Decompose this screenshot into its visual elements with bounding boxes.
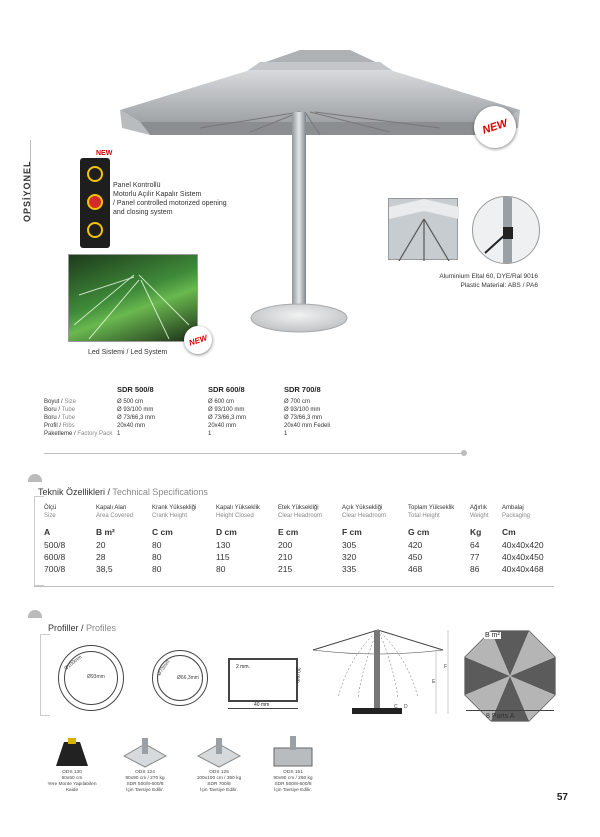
model-value: Ø 73/66,3 mm	[117, 415, 156, 421]
model-value: 1	[208, 431, 212, 437]
table-cell: 80	[152, 540, 162, 550]
new-badge-text: NEW	[187, 332, 209, 348]
tube-profile-outer	[58, 645, 124, 711]
unit-cell: F cm	[342, 527, 362, 537]
dim-label: 2 mm.	[236, 664, 250, 670]
unit-cell: D cm	[216, 527, 237, 537]
table-cell: 450	[408, 552, 423, 562]
octagon-top-view	[464, 630, 556, 722]
base-caption-ods125: ODS 125 100x100 cm / 350 kg SDR 700/8 İçin Tavsiye Edilir.	[196, 770, 242, 793]
tech-header-cell: Etek Yüksekliği Clear Headroom	[278, 505, 323, 519]
divider-dot	[461, 450, 467, 456]
label-tr: Boru /	[44, 415, 62, 421]
panel-line: Panel Kontrollü	[113, 182, 161, 189]
label-en: Tube	[61, 407, 76, 413]
model-name: SDR 700/8	[284, 385, 321, 394]
octagon-width-line	[466, 710, 554, 711]
model-value: 20x40 mm Fedeli	[284, 423, 331, 429]
label-en: Size	[64, 399, 77, 405]
label-tr: Boru /	[44, 407, 62, 413]
tech-header-cell: Kapalı Alan Area Covered	[96, 505, 134, 519]
table-cell: 420	[408, 540, 423, 550]
section-divider	[34, 586, 554, 587]
panel-line: and closing system	[113, 209, 173, 216]
table-cell: 38,5	[96, 564, 113, 574]
title-en: Profiles	[86, 623, 117, 633]
led-caption: Led Sistemi / Led System	[88, 349, 168, 356]
dim-label: Ø100mm	[63, 654, 84, 672]
canopy-detail-photo	[388, 198, 458, 260]
table-cell: 80	[152, 552, 162, 562]
tech-unit-row	[44, 520, 562, 539]
label-tr: Boyut /	[44, 399, 65, 405]
table-cell: 77	[470, 552, 480, 562]
tech-header-cell: Ağırlık Weight	[470, 505, 489, 519]
led-system-photo	[68, 254, 198, 342]
tech-specs-title	[38, 487, 208, 497]
table-cell: 20	[96, 540, 106, 550]
model-value: Ø 93/100 mm	[284, 407, 321, 413]
table-row	[44, 551, 562, 563]
unit-cell: E cm	[278, 527, 299, 537]
unit-cell: A	[44, 527, 51, 537]
table-cell: 64	[470, 540, 480, 550]
base-ods125-image	[194, 734, 244, 768]
unit-cell: C cm	[152, 527, 173, 537]
model-column-sdr500	[117, 382, 155, 438]
model-name: SDR 600/8	[208, 385, 245, 394]
title-tr: Teknik Özellikleri /	[38, 487, 113, 497]
model-value: 1	[284, 431, 288, 437]
label-tr: Profil /	[44, 423, 63, 429]
tech-header-cell: Kapalı Yükseklik Height Closed	[216, 505, 260, 519]
side-label-optional: OPSİYONEL	[22, 160, 32, 222]
model-row-labels	[44, 398, 112, 438]
tech-header-row	[44, 504, 562, 520]
dim-label: Ø73mm	[156, 658, 172, 678]
title-en: Technical Specifications	[112, 487, 208, 497]
material-line: Plastic Material: ABS / PA6	[460, 282, 538, 289]
table-cell: 335	[342, 564, 357, 574]
label-en: Ribs	[62, 423, 75, 429]
new-badge-text: NEW	[480, 117, 510, 137]
table-cell: 700/8	[44, 564, 66, 574]
base-ods151-image	[268, 734, 318, 768]
material-line: Aluminium Eltal 60, DYE/Ral 9016	[439, 273, 538, 280]
profiles-bracket	[40, 634, 50, 716]
dim-label: 20 mm	[294, 667, 301, 683]
table-cell: 40x40x468	[502, 564, 544, 574]
unit-cell: B m²	[96, 527, 115, 537]
model-value: Ø 93/100 mm	[208, 407, 245, 413]
pole-crank-image	[473, 197, 540, 264]
page-number: 57	[556, 792, 568, 803]
rib-width-line	[228, 708, 298, 709]
rib-profile	[228, 658, 301, 702]
table-cell: 130	[216, 540, 231, 550]
table-row	[44, 539, 562, 551]
model-value: Ø 93/100 mm	[117, 407, 154, 413]
model-value: 20x40 mm	[208, 423, 237, 429]
table-cell: 500/8	[44, 540, 66, 550]
panel-line: / Panel controlled motorized opening	[113, 200, 227, 207]
table-cell: 305	[342, 540, 357, 550]
octagon-caption: 8 Parts A	[486, 713, 515, 720]
table-cell: 80	[216, 564, 226, 574]
remote-control-image	[80, 158, 110, 248]
base-caption-ods151: ODS 151 90x90 cm / 260 kg SDR 500/8-600/8 İçin Tavsiye Edilir.	[273, 770, 313, 793]
table-cell: 28	[96, 552, 106, 562]
tech-header-cell: Ambalaj Packaging	[502, 505, 531, 519]
unit-cell: Kg	[470, 527, 482, 537]
model-value: Ø 500 cm	[117, 399, 144, 405]
table-cell: 86	[470, 564, 480, 574]
base-ods130-image	[52, 736, 92, 768]
model-value: 1	[117, 431, 121, 437]
panel-line: Motorlu Açılır Kapalır Sistem	[113, 191, 202, 198]
model-value: Ø 600 cm	[208, 399, 235, 405]
model-value: Ø 700 cm	[284, 399, 311, 405]
section-divider	[44, 453, 462, 454]
unit-cell: Cm	[502, 527, 516, 537]
svg-text:D: D	[404, 704, 408, 710]
pole-detail-photo	[472, 196, 540, 264]
dim-label: Ø66,3mm	[177, 675, 199, 681]
table-row	[44, 563, 562, 575]
base-caption-ods130: ODS 130 50x50 cm Yere Monte Yapılabilen Kaide	[47, 770, 97, 793]
tech-header-cell: Ölçü Size	[44, 505, 57, 519]
svg-text:E: E	[432, 679, 436, 685]
label-en: Factory Pack	[77, 431, 113, 437]
new-badge-remote: NEW	[96, 150, 113, 157]
table-cell: 600/8	[44, 552, 66, 562]
table-cell: 210	[278, 552, 293, 562]
base-ods124-image	[120, 734, 170, 768]
table-cell: 115	[216, 552, 230, 562]
table-cell: 468	[408, 564, 423, 574]
svg-text:C: C	[394, 704, 398, 710]
material-text	[408, 272, 538, 290]
model-column-sdr700	[284, 382, 330, 438]
label-tr: Paketleme /	[44, 431, 78, 437]
dim-label: Ø93mm	[87, 674, 105, 680]
led-strips-image	[69, 255, 199, 343]
remote-stop-button-icon	[87, 194, 103, 210]
base-caption-ods124: ODS 124 90x90 cm / 270 kg SDR 500/8-600/8 İçin Tavsiye Edilir.	[125, 770, 165, 793]
remote-button-icon	[87, 166, 103, 182]
unit-cell: G cm	[408, 527, 430, 537]
tech-specs-table	[44, 504, 562, 575]
tech-header-cell: Krank Yüksekliği Crank Height	[152, 505, 197, 519]
tube2-profile-outer	[152, 650, 208, 706]
dimension-diagram	[308, 628, 458, 720]
table-cell: 40x40x420	[502, 540, 544, 550]
table-cell: 40x40x450	[502, 552, 544, 562]
profiles-title	[48, 623, 116, 633]
table-cell: 80	[152, 564, 162, 574]
tech-bracket	[34, 496, 44, 586]
table-cell: 320	[342, 552, 357, 562]
model-value: 20x40 mm	[117, 423, 146, 429]
model-column-sdr600	[208, 382, 246, 438]
frame-joint-image	[389, 199, 459, 261]
umbrella-icon	[28, 474, 42, 482]
table-cell: 215	[278, 564, 293, 574]
dim-label: 40 mm	[254, 702, 270, 708]
table-cell: 200	[278, 540, 293, 550]
octagon-area-label: B m²	[485, 632, 500, 639]
title-tr: Profiller /	[48, 623, 87, 633]
label-en: Tube	[61, 415, 76, 421]
tech-header-cell: Toplam Yükseklik Total Height	[408, 505, 455, 519]
model-name: SDR 500/8	[117, 385, 154, 394]
panel-control-text	[113, 181, 263, 217]
model-value: Ø 73/66,3 mm	[284, 415, 323, 421]
tech-header-cell: Açık Yüksekliği Clear Headroom	[342, 505, 387, 519]
model-value: Ø 73/66,3 mm	[208, 415, 247, 421]
umbrella-icon	[28, 610, 42, 618]
remote-button-icon	[87, 222, 103, 238]
svg-text:F: F	[444, 664, 448, 670]
